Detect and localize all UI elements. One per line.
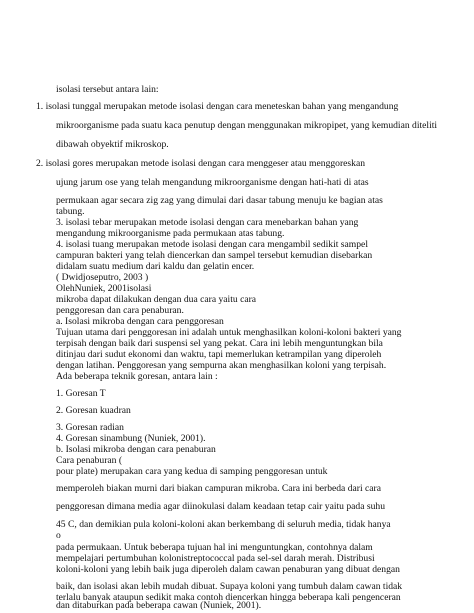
- text-line: OlehNuniek, 2001isolasi: [56, 283, 152, 294]
- text-line: mengandung mikroorganisme pada permukaan atas tabung.: [56, 228, 285, 239]
- citation: ( Dwidjoseputro, 2003 ): [56, 272, 149, 283]
- text-line: baik, dan isolasi akan lebih mudah dibuat. Supaya koloni yang tumbuh dalam cawan tidak: [56, 581, 403, 592]
- text-line: 3. isolasi tebar merupakan metode isolasi dengan cara menebarkan bahan yang: [56, 217, 359, 228]
- text-line: campuran bakteri yang telah diencerkan dan sampel tersebut kemudian disebarkan: [56, 250, 373, 261]
- text-line: pour plate) merupakan cara yang kedua di samping penggoresan untuk: [56, 466, 328, 477]
- text-line: mikroorganisme pada suatu kaca penutup dengan menggunakan mikropipet, yang kemudian diteliti: [56, 120, 438, 131]
- text-line: penggoresan dan cara penaburan.: [56, 305, 184, 316]
- list-item-1: 1. isolasi tunggal merupakan metode isolasi dengan cara meneteskan bahan yang mengandung: [36, 101, 399, 112]
- text-line: tabung.: [56, 206, 85, 217]
- section-heading: a. Isolasi mikroba dengan cara penggoresan: [56, 316, 224, 327]
- list-item: 4. Goresan sinambung (Nuniek, 2001).: [56, 433, 206, 444]
- text-line: Ada beberapa teknik goresan, antara lain :: [56, 371, 218, 382]
- text-line: koloni-koloni yang lebih baik juga diperoleh dalam cawan penaburan yang dibuat dengan: [56, 564, 400, 575]
- text-line: ditinjau dari sudut ekonomi dan waktu, tapi memerlukan ketrampilan yang diperoleh: [56, 349, 382, 360]
- list-item: 3. Goresan radian: [56, 422, 124, 433]
- text-line: dengan latihan. Penggoresan yang sempurna akan menghasilkan koloni yang terpisah.: [56, 360, 387, 371]
- text-line: terlalu banyak ataupun sedikit maka contoh diencerkan hingga beberapa kali pengenceran: [56, 592, 401, 603]
- text-line: terpisah dengan baik dari suspensi sel yang pekat. Cara ini lebih menguntungkan bila: [56, 338, 383, 349]
- text-line: mikroba dapat dilakukan dengan dua cara yaitu cara: [56, 294, 257, 305]
- text-line: dan ditaburkan pada beberapa cawan (Nuniek, 2001).: [56, 600, 262, 611]
- text-line: penggoresan dimana media agar diinokulasi dalam keadaan tetap cair yaitu pada suhu: [56, 501, 385, 512]
- text-line: Tujuan utama dari penggoresan ini adalah untuk menghasilkan koloni-koloni bakteri yang: [56, 327, 402, 338]
- text-line: isolasi tersebut antara lain:: [56, 84, 159, 95]
- superscript-fragment: o: [56, 530, 61, 541]
- list-item-2: 2. isolasi gores merupakan metode isolasi dengan cara menggeser atau menggoreskan: [36, 158, 366, 169]
- text-line: 45 C, dan demikian pula koloni-koloni akan berkembang di seluruh media, tidak hanya: [56, 519, 391, 530]
- text-line: 4. isolasi tuang merupakan metode isolasi dengan cara mengambil sedikit sampel: [56, 239, 368, 250]
- list-item: 1. Goresan T: [56, 388, 106, 399]
- text-line: Cara penaburan (: [56, 455, 123, 466]
- text-line: didalam suatu medium dari kaldu dan gelatin encer.: [56, 261, 255, 272]
- text-line: dibawah obyektif mikroskop.: [56, 139, 169, 150]
- text-line: mempelajari pertumbuhan kolonistreptococcal pada sel-sel darah merah. Distribusi: [56, 553, 375, 564]
- text-line: ujung jarum ose yang telah mengandung mikroorganisme dengan hati-hati di atas: [56, 177, 369, 188]
- text-line: pada permukaan. Untuk beberapa tujuan hal ini menguntungkan, contohnya dalam: [56, 542, 373, 553]
- text-line: memperoleh biakan murni dari biakan campuran mikroba. Cara ini berbeda dari cara: [56, 483, 381, 494]
- section-heading: b. Isolasi mikroba dengan cara penaburan: [56, 444, 216, 455]
- text-line: permukaan agar secara zig zag yang dimulai dari dasar tabung menuju ke bagian atas: [56, 195, 383, 206]
- list-item: 2. Goresan kuadran: [56, 405, 131, 416]
